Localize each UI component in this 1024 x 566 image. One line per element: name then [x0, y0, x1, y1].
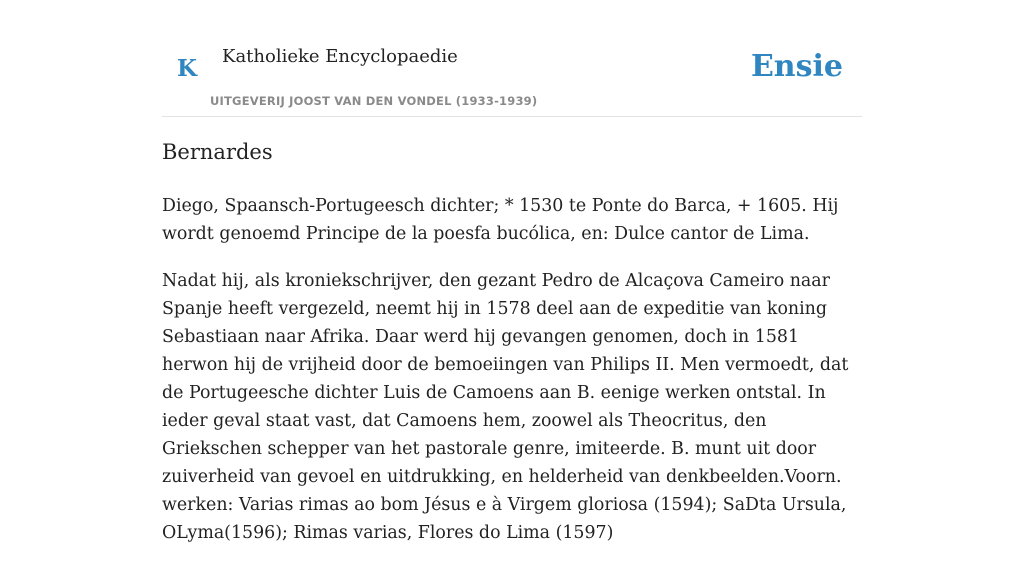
ensie-brand-link[interactable]: Ensie: [750, 49, 843, 84]
publisher-subtitle: UITGEVERIJ JOOST VAN DEN VONDEL (1933-1939): [210, 94, 538, 108]
entry-paragraph-1: Diego, Spaansch-Portugeesch dichter; * 1530 te Ponte do Barca, + 1605. Hij wordt genoemd Principe de la poesfa bucólica, en: Dulce cantor de Lima.: [162, 196, 839, 244]
entry-paragraph-2: Nadat hij, als kroniekschrijver, den gezant Pedro de Alcaçova Cameiro naar Spanje heeft vergezeld, neemt hij in 1578 deel aan de expeditie van koning Sebastiaan naar Afrika. Daar werd hij gevangen genomen, doch in 1581 herwon hij de vrijheid door de bemoeiingen van Philips II. Men vermoedt, dat de Portugeesche dichter Luis de Camoens aan B. eenige werken ontstal. In ieder geval staat vast, dat Camoens hem, zoowel als Theocritus, den Griekschen schepper van het pastorale genre, imiteerde. B. munt uit door zuiverheid van gevoel en uitdrukking, en helderheid van denkbeelden.Voorn. werken: Varias rimas ao bom Jésus e à Virgem gloriosa (1594); SaDta Ursula, OLyma(1596); Rimas varias, Flores do Lima (1597): [162, 271, 849, 543]
site-header: [162, 0, 862, 117]
encyclopedia-logo-icon[interactable]: K: [177, 55, 197, 82]
entry-body: [162, 192, 862, 566]
site-title[interactable]: Katholieke Encyclopaedie: [222, 46, 458, 67]
entry-title: Bernardes: [162, 140, 273, 164]
